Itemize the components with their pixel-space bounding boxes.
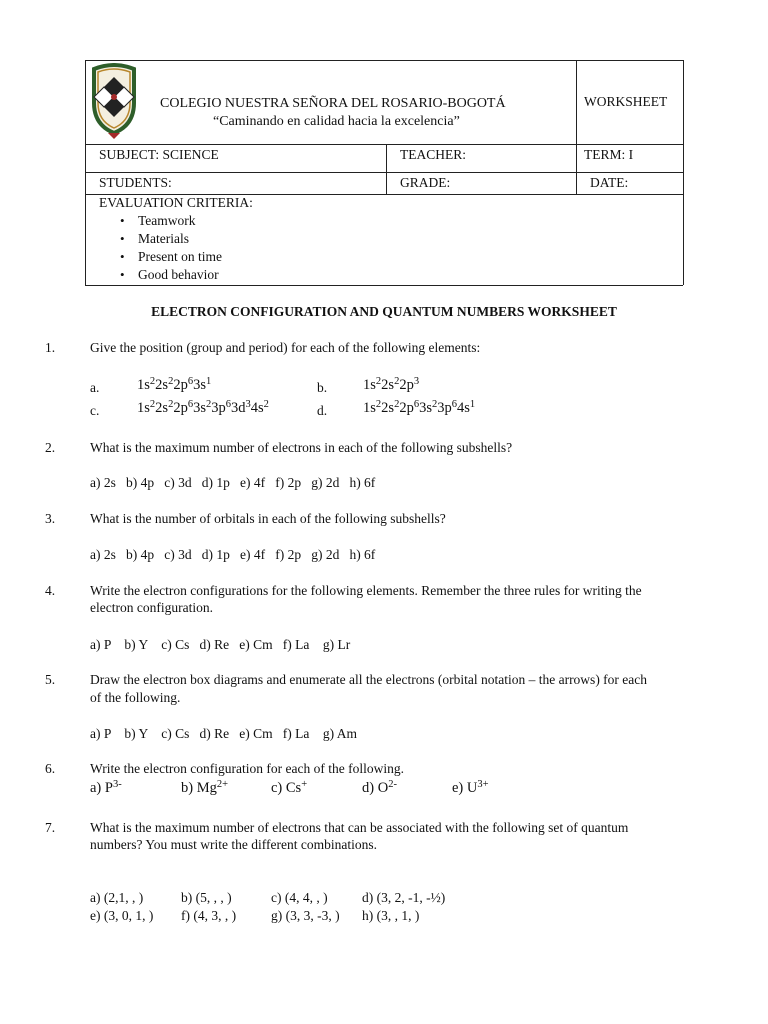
- electron-count: 2: [431, 399, 438, 410]
- quantum-set: g) (3, 3, -3, ): [271, 908, 340, 923]
- orbital-term: 3d: [230, 400, 246, 416]
- question-number: 6.: [45, 761, 56, 776]
- question-number: 1.: [45, 340, 56, 355]
- quantum-set: h) (3, , 1, ): [362, 908, 420, 923]
- electron-count: 2: [149, 399, 156, 410]
- orbital-term: 2p: [399, 400, 414, 416]
- orbital-term: 1s: [363, 400, 376, 416]
- ion-item: c) Cs+: [271, 779, 308, 796]
- orbital-term: 3p: [437, 400, 452, 416]
- quantum-set: b) (5, , , ): [181, 890, 232, 905]
- table-rule-1: [85, 144, 683, 145]
- electron-count: 6: [413, 399, 420, 410]
- q1-item-label: c.: [90, 403, 100, 418]
- orbital-term: 2p: [173, 400, 188, 416]
- electron-count: 2: [205, 399, 212, 410]
- criteria-item: • Materials: [138, 231, 189, 247]
- orbital-term: 3s: [419, 400, 432, 416]
- table-rule-col3: [576, 60, 577, 194]
- question-items: a) P b) Y c) Cs d) Re e) Cm f) La g) Am: [90, 726, 357, 741]
- quantum-set: f) (4, 3, , ): [181, 908, 237, 923]
- orbital-term: 4s: [250, 400, 264, 416]
- orbital-term: 2s: [381, 400, 395, 416]
- question-text-continued: electron configuration.: [90, 600, 213, 615]
- evaluation-criteria-title: EVALUATION CRITERIA:: [99, 195, 253, 210]
- electron-count: 2: [394, 399, 400, 410]
- question-text: What is the number of orbitals in each of the following subshells?: [90, 511, 446, 526]
- table-rule-right: [683, 60, 684, 285]
- electron-count: 1: [469, 399, 476, 410]
- electron-count: 2: [263, 399, 269, 410]
- quantum-set: a) (2,1, , ): [90, 890, 144, 905]
- q1-item-label: b.: [317, 380, 328, 395]
- question-text: Give the position (group and period) for each of the following elements:: [90, 340, 481, 355]
- question-text: Write the electron configurations for the following elements. Remember the three rules for writing the: [90, 583, 642, 598]
- orbital-term: 2p: [399, 377, 414, 393]
- question-text-continued: of the following.: [90, 690, 181, 705]
- table-rule-top: [85, 60, 683, 61]
- electron-count: 2: [149, 376, 156, 387]
- q1-item-label: a.: [90, 380, 100, 395]
- orbital-term: 2s: [381, 377, 395, 393]
- orbital-term: 4s: [456, 400, 470, 416]
- orbital-term: 2p: [173, 377, 188, 393]
- worksheet-title: ELECTRON CONFIGURATION AND QUANTUM NUMBERS WORKSHEET: [151, 304, 617, 319]
- electron-config: [137, 377, 211, 394]
- orbital-term: 3s: [193, 400, 206, 416]
- question-text: What is the maximum number of electrons that can be associated with the following set of quantum: [90, 820, 629, 835]
- ion-item: b) $Mg^{2+}$: [181, 779, 229, 796]
- electron-count: 6: [187, 376, 194, 387]
- electron-count: 3: [413, 376, 420, 387]
- orbital-term: 1s: [363, 377, 376, 393]
- students-field: STUDENTS:: [99, 175, 172, 190]
- question-text: What is the maximum number of electrons in each of the following subshells?: [90, 440, 513, 455]
- ion-item: a) $P^{3-}$: [90, 779, 122, 796]
- orbital-term: 2s: [155, 400, 169, 416]
- term-field: TERM: I: [584, 147, 634, 162]
- electron-count: 2: [375, 376, 382, 387]
- question-text: Draw the electron box diagrams and enumerate all the electrons (orbital notation – the arrows) for each: [90, 672, 648, 687]
- orbital-term: 2s: [155, 377, 169, 393]
- electron-count: 3: [245, 399, 251, 410]
- question-text-continued: numbers? You must write the different combinations.: [90, 837, 377, 852]
- question-number: 7.: [45, 820, 56, 835]
- criteria-item: • Good behavior: [138, 267, 219, 283]
- orbital-term: 1s: [137, 377, 150, 393]
- electron-count: 6: [187, 399, 194, 410]
- criteria-item: • Present on time: [138, 249, 222, 265]
- q1-item-label: d.: [317, 403, 328, 418]
- table-rule-2: [85, 172, 683, 173]
- orbital-term: 1s: [137, 400, 150, 416]
- quantum-set: c) (4, 4, , ): [271, 890, 328, 905]
- date-field: DATE:: [590, 175, 629, 190]
- question-number: 4.: [45, 583, 56, 598]
- table-rule-col2: [386, 144, 387, 194]
- question-number: 5.: [45, 672, 56, 687]
- electron-count: 6: [451, 399, 457, 410]
- electron-count: 2: [394, 376, 400, 387]
- school-name: COLEGIO NUESTRA SEÑORA DEL ROSARIO-BOGOTÁ: [160, 96, 506, 111]
- grade-field: GRADE:: [400, 175, 451, 190]
- quantum-set: d) (3, 2, -1, -½): [362, 890, 446, 905]
- electron-config: [363, 400, 475, 417]
- school-motto: “Caminando en calidad hacia la excelencia”: [213, 114, 460, 129]
- question-number: 2.: [45, 440, 56, 455]
- quantum-set: e) (3, 0, 1, ): [90, 908, 154, 923]
- school-seal-logo: [88, 63, 140, 139]
- subject-field: SUBJECT: SCIENCE: [99, 147, 219, 162]
- question-items: a) 2s b) 4p c) 3d d) 1p e) 4f f) 2p g) 2d h) 6f: [90, 547, 376, 562]
- electron-count: 6: [225, 399, 231, 410]
- orbital-term: 3s: [193, 377, 206, 393]
- table-rule-left: [85, 60, 86, 285]
- document-type: WORKSHEET: [584, 94, 668, 109]
- electron-count: 2: [375, 399, 382, 410]
- electron-count: 2: [168, 376, 174, 387]
- electron-count: 2: [168, 399, 174, 410]
- teacher-field: TEACHER:: [400, 147, 466, 162]
- ion-item: e) $U^{3+}$: [452, 779, 489, 796]
- electron-count: 1: [205, 376, 212, 387]
- table-rule-bottom: [85, 285, 683, 286]
- question-text: Write the electron configuration for each of the following.: [90, 761, 404, 776]
- question-items: a) 2s b) 4p c) 3d d) 1p e) 4f f) 2p g) 2d h) 6f: [90, 475, 376, 490]
- orbital-term: 3p: [211, 400, 226, 416]
- question-items: a) P b) Y c) Cs d) Re e) Cm f) La g) Lr: [90, 637, 351, 652]
- question-number: 3.: [45, 511, 56, 526]
- ion-item: d) $O^{2-}$: [362, 779, 397, 796]
- electron-config: [363, 377, 419, 394]
- electron-config: [137, 400, 269, 417]
- criteria-item: • Teamwork: [138, 213, 196, 229]
